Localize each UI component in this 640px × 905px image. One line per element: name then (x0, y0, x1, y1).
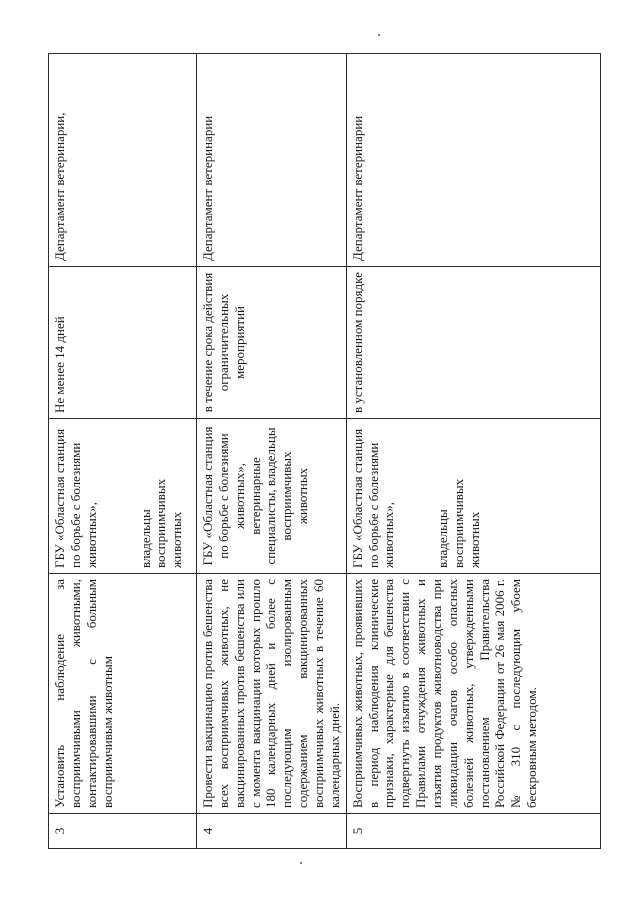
row-number: 3 (49, 814, 197, 849)
term-cell: Не менее 14 дней (49, 267, 197, 419)
executor-owners: владельцы восприимчивых животных (137, 478, 185, 568)
event-cell: Установить наблюдение за восприимчивыми животными, контактировавшими с больным восприимчивым животным (49, 574, 197, 814)
responsible-cell: Департамент ветеринарии (197, 54, 347, 267)
term-cell: в течение срока действия ограничительных мероприятий (197, 267, 347, 419)
table-row (346, 54, 600, 849)
event-cell: Восприимчивых животных, проявивших в период наблюдения клинические признаки, характерные для бешенства подвергнуть изъятию в соответствии с Правилами отчуждения животных и изъятия продуктов животноводства при ликвидации очагов особо опасных болезней животных, утвержденными постановлением Правительства Российской Федерации от 26 мая 2006 г. № 310 с последующим убоем бескровным методом. (346, 574, 600, 814)
table-row (49, 54, 197, 849)
executor-owners: владельцы восприимчивых животных (435, 478, 483, 568)
event-cell: Провести вакцинацию против бешенства всех восприимчивых животных, не вакцинированных против бешенства или с момента вакцинации которых прошло 180 календарных дней и более с последующим изолированным содержанием вакцинированных восприимчивых животных в течение 60 календарных дней. (197, 574, 347, 814)
row-number: 4 (197, 814, 347, 849)
row-number: 5 (346, 814, 600, 849)
responsible-cell: Департамент ветеринарии (346, 54, 600, 267)
scan-speck (378, 34, 380, 36)
executors-cell (346, 419, 600, 574)
term-cell: в установленном порядке (346, 267, 600, 419)
executors-cell: ГБУ «Областная станция по борьбе с болезнями животных», ветеринарные специалисты, владельцы восприимчивых животных (197, 419, 347, 574)
scan-speck (300, 862, 302, 864)
executor-organization: ГБУ «Областная станция по борьбе с болезнями животных», (349, 428, 397, 568)
table-row (197, 54, 347, 849)
responsible-cell: Департамент ветеринарии, (49, 54, 197, 267)
rotated-table-container (48, 54, 598, 849)
executor-organization: ГБУ «Областная станция по борьбе с болезнями животных», (52, 428, 99, 568)
executors-cell (49, 419, 197, 574)
measures-table (48, 53, 601, 849)
